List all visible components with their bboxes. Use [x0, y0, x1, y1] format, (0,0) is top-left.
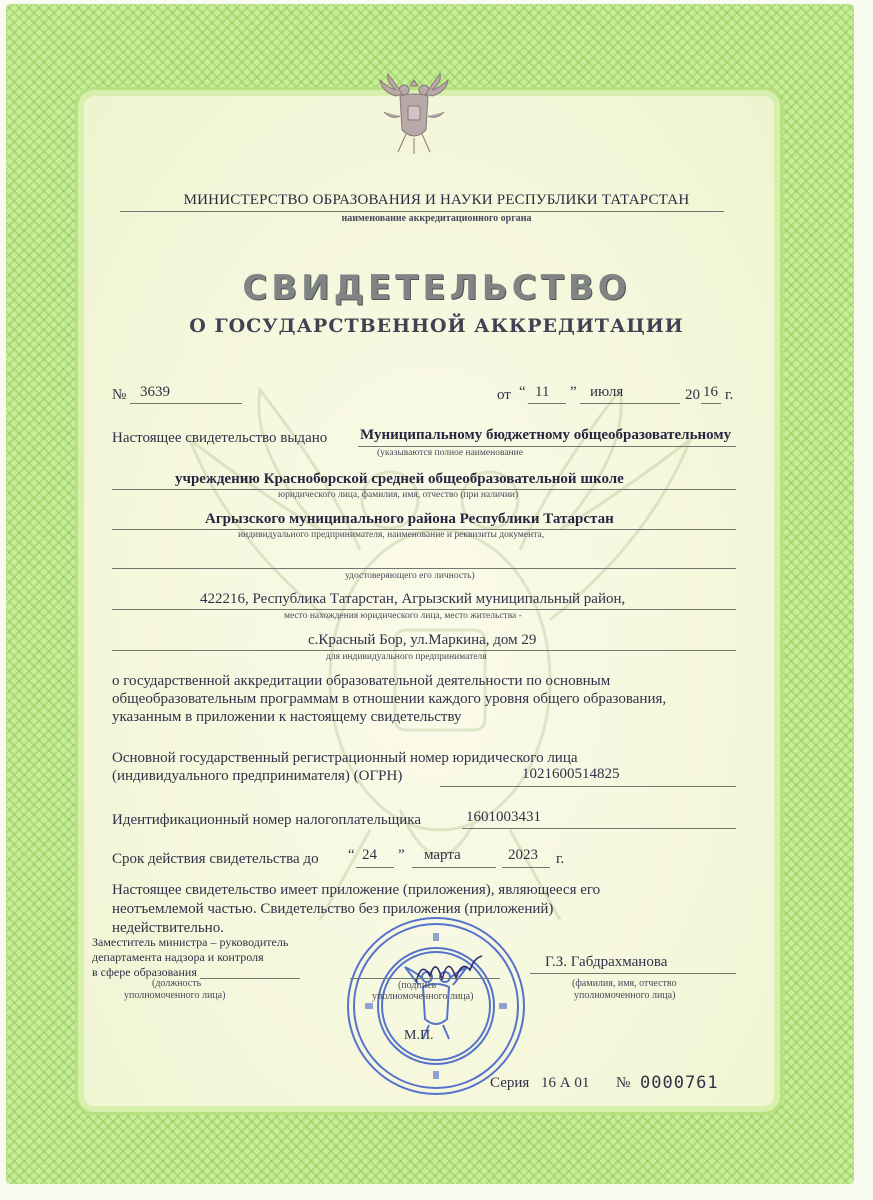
name-caption-2: уполномоченного лица)	[574, 990, 676, 1001]
issue-year-prefix: 20	[685, 387, 700, 403]
address-underline-1	[112, 609, 736, 610]
ogrn-label-line-2: (индивидуального предпринимателя) (ОГРН)	[112, 768, 403, 784]
date-quote-close: ”	[570, 384, 577, 400]
coat-of-arms-icon	[378, 72, 450, 156]
recipient-caption-4: удостоверяющего его личность)	[345, 571, 475, 581]
address-caption-1: место нахождения юридического лица, место жительства -	[284, 611, 522, 621]
signature-underline	[350, 978, 500, 979]
ministry-underline	[120, 211, 724, 212]
recipient-line-1: Муниципальному бюджетному общеобразовательному	[360, 427, 732, 443]
issue-month-underline	[580, 403, 680, 404]
validity-year: 2023	[508, 847, 538, 863]
signatory-name: Г.З. Габдрахманова	[545, 954, 668, 970]
appendix-text-line-1: Настоящее свидетельство имеет приложение (приложения), являющееся его	[112, 882, 601, 898]
recipient-underline-1	[358, 446, 736, 447]
signature-caption-2: уполномоченного лица)	[372, 991, 474, 1002]
signatory-position-2: департамента надзора и контроля	[92, 950, 264, 964]
appendix-text-line-3: недействительно.	[112, 920, 224, 936]
address-line-1: 422216, Республика Татарстан, Агрызский муниципальный район,	[200, 591, 626, 607]
validity-year-label: г.	[556, 851, 565, 867]
seal-place-label: М.П.	[404, 1028, 434, 1043]
name-caption-1: (фамилия, имя, отчество	[572, 978, 677, 989]
certificate-number: 3639	[140, 384, 170, 400]
name-underline	[530, 973, 736, 974]
position-underline	[200, 978, 300, 979]
validity-month: марта	[424, 847, 461, 863]
recipient-caption-2: юридического лица, фамилия, имя, отчество (при наличии)	[278, 490, 519, 500]
validity-quote-close: ”	[398, 847, 405, 863]
issue-year-suffix: 16	[703, 384, 718, 400]
signature-caption-1: (подпись	[398, 980, 437, 991]
inn-value: 1601003431	[466, 809, 541, 825]
appendix-text-line-2: неотъемлемой частью. Свидетельство без приложения (приложений)	[112, 901, 554, 917]
address-underline-2	[112, 650, 736, 651]
ogrn-underline	[440, 786, 736, 787]
series-label: Серия	[490, 1075, 530, 1091]
document-subtitle: О ГОСУДАРСТВЕННОЙ АККРЕДИТАЦИИ	[189, 315, 684, 337]
issue-day-underline	[528, 403, 566, 404]
ministry-caption: наименование аккредитационного органа	[341, 213, 532, 224]
number-label: №	[112, 387, 127, 403]
recipient-line-2: учреждению Красноборской средней общеобразовательной школе	[175, 471, 624, 487]
series-number: 0000761	[640, 1073, 719, 1093]
position-caption-2: уполномоченного лица)	[124, 990, 226, 1001]
validity-quote-open: “	[348, 847, 355, 863]
issued-to-label: Настоящее свидетельство выдано	[112, 430, 328, 446]
address-caption-2: для индивидуального предпринимателя	[326, 652, 487, 662]
accreditation-text-line-2: общеобразовательным программам в отношении каждого уровня общего образования,	[112, 691, 667, 707]
ministry-name: МИНИСТЕРСТВО ОБРАЗОВАНИЯ И НАУКИ РЕСПУБЛИКИ ТАТАРСТАН	[183, 192, 690, 208]
date-from-label: от	[497, 387, 511, 403]
issue-year-label: г.	[725, 387, 734, 403]
validity-year-underline	[502, 867, 550, 868]
position-caption-1: (должность	[152, 978, 202, 989]
recipient-caption-3: индивидуального предпринимателя, наименование и реквизиты документа,	[238, 530, 545, 540]
issue-day: 11	[535, 384, 550, 400]
ogrn-label-line-1: Основной государственный регистрационный номер юридического лица	[112, 750, 578, 766]
series-value: 16 А 01	[541, 1075, 590, 1091]
inn-underline	[462, 828, 736, 829]
validity-day: 24	[362, 847, 377, 863]
inn-label: Идентификационный номер налогоплательщика	[112, 812, 422, 828]
signatory-position-3: в сфере образования	[92, 965, 197, 979]
validity-label: Срок действия свидетельства до	[112, 851, 319, 867]
validity-month-underline	[412, 867, 496, 868]
recipient-underline-4	[112, 568, 736, 569]
document-title: СВИДЕТЕЛЬСТВО	[242, 268, 631, 308]
series-number-label: №	[616, 1075, 631, 1091]
accreditation-text-line-1: о государственной аккредитации образовательной деятельности по основным	[112, 673, 611, 689]
official-seal-stamp	[345, 915, 530, 1097]
signatory-position-1: Заместитель министра – руководитель	[92, 935, 289, 949]
issue-month: июля	[590, 384, 624, 400]
address-line-2: с.Красный Бор, ул.Маркина, дом 29	[308, 632, 537, 648]
accreditation-text-line-3: указанным в приложении к настоящему свидетельству	[112, 709, 462, 725]
ogrn-value: 1021600514825	[522, 766, 620, 782]
number-underline	[130, 403, 242, 404]
issue-year-underline	[701, 403, 721, 404]
date-quote-open: “	[519, 384, 526, 400]
recipient-caption-1: (указываются полное наименование	[377, 448, 523, 458]
validity-day-underline	[356, 867, 394, 868]
recipient-line-3: Агрызского муниципального района Республики Татарстан	[205, 511, 614, 527]
